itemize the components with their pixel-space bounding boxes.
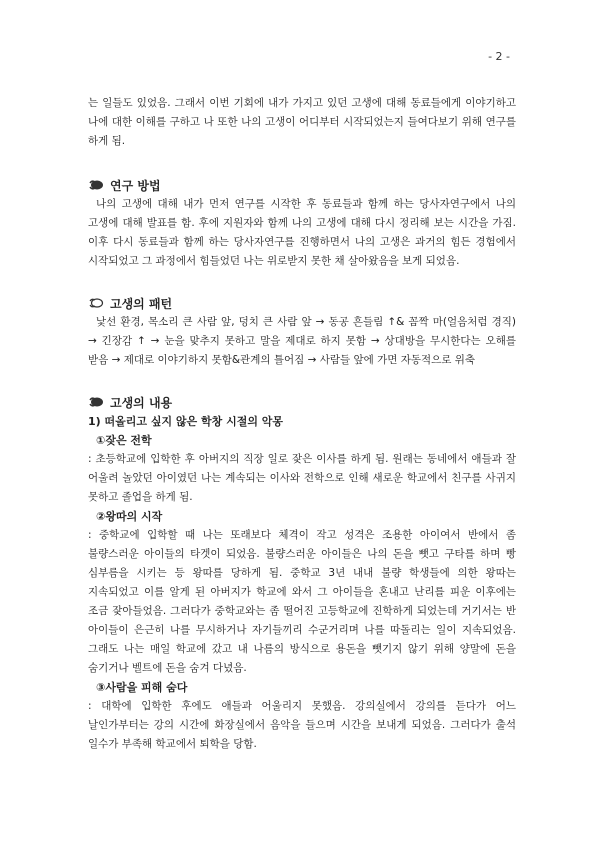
method-paragraph: 나의 고생에 대해 내가 먼저 연구를 시작한 후 동료들과 함께 하는 당사자연구에서 나의 고생에 대해 발표를 함. 후에 지원자와 함께 나의 고생에 대해 다시 정리해 보는 시간을 가짐. 이후 다시 동료들과 함께 하는 당사자연구를 진행하면서 나의 고생은 과거의 힘든 경험에서 시작되었고 그 과정에서 힘들었던 나는 위로받지 못한 채 살아왔음을 보게 되었음. [88, 198, 516, 267]
pattern-paragraph: 낯선 환경, 목소리 큰 사람 앞, 덩치 큰 사람 앞 → 동공 흔들림 ↑& 꼼짝 마(얼음처럼 경직) → 긴장감 ↑ → 눈을 맞추지 못하고 말을 제대로 하지 못함 → 상대방을 무시한다는 오해를 받음 → 제대로 이야기하지 못함&관계의 틀어짐 → 사람들 앞에 가면 자동적으로 위축 [88, 316, 516, 366]
section-heading-method [88, 175, 516, 195]
swirl-bullet-icon [88, 179, 104, 191]
section-title-method: 연구 방법 [110, 178, 161, 193]
section-title-pattern: 고생의 패턴 [110, 296, 173, 311]
page-number: - 2 - [488, 50, 510, 63]
section-title-content: 고생의 내용 [110, 395, 173, 410]
item-heading-bullying: ②왕따의 시작 [96, 510, 163, 523]
swirl-outline-bullet-icon [88, 297, 104, 309]
intro-paragraph: 는 일들도 있었음. 그래서 이번 기회에 내가 가지고 있던 고생에 대해 동료들에게 이야기하고 나에 대한 이해를 구하고 나 또한 나의 고생이 어디부터 시작되었는지 들여다보기 위해 연구를 하게 됨. [88, 97, 516, 147]
document-body [88, 94, 516, 754]
item-text-bullying: : 중학교에 입학할 때 나는 또래보다 체격이 작고 성격은 조용한 아이여서 반에서 좀 불량스러운 아이들의 타겟이 되었음. 불량스러운 아이들은 나의 돈을 뺏고 구타를 하며 빵 심부름을 시키는 등 왕따를 당하게 됨. 중학교 3년 내내 불량 학생들에 의한 왕따는 지속되었고 이를 알게 된 아버지가 학교에 와서 그 아이들을 혼내고 난리를 피운 이후에는 조금 잦아들었음. 그러다가 중학교와는 좀 떨어진 고등학교에 진학하게 되었는데 거기서는 반 아이들이 은근히 나를 무시하거나 자기들끼리 수군거리며 나를 따돌리는 일이 지속되었음. 그래도 나는 매일 학교에 갔고 내 나름의 방식으로 용돈을 뺏기지 않기 위해 양말에 돈을 숨기거나 벨트에 돈을 숨겨 다녔음. [88, 529, 516, 674]
item-text-transfers: : 초등학교에 입학한 후 아버지의 직장 일로 잦은 이사를 하게 됨. 원래는 동네에서 애들과 잘 어울려 놀았던 아이였던 나는 계속되는 이사와 전학으로 인해 새로운 학교에서 친구를 사귀지 못하고 졸업을 하게 됨. [88, 453, 516, 503]
swirl-bullet-icon [88, 396, 104, 408]
item-heading-hiding: ③사람을 피해 숨다 [96, 681, 188, 694]
subheading-school-nightmare: 1) 떠올리고 싶지 않은 학창 시절의 악몽 [88, 415, 284, 428]
section-heading-content [88, 392, 516, 412]
item-text-hiding: : 대학에 입학한 후에도 애들과 어울리지 못했음. 강의실에서 강의를 듣다가 어느 날인가부터는 강의 시간에 화장실에서 음악을 들으며 시간을 보내게 되었음. 그러다가 출석 일수가 부족해 학교에서 퇴학을 당함. [88, 700, 516, 750]
section-heading-pattern [88, 293, 516, 313]
item-heading-transfers: ①잦은 전학 [96, 434, 152, 447]
